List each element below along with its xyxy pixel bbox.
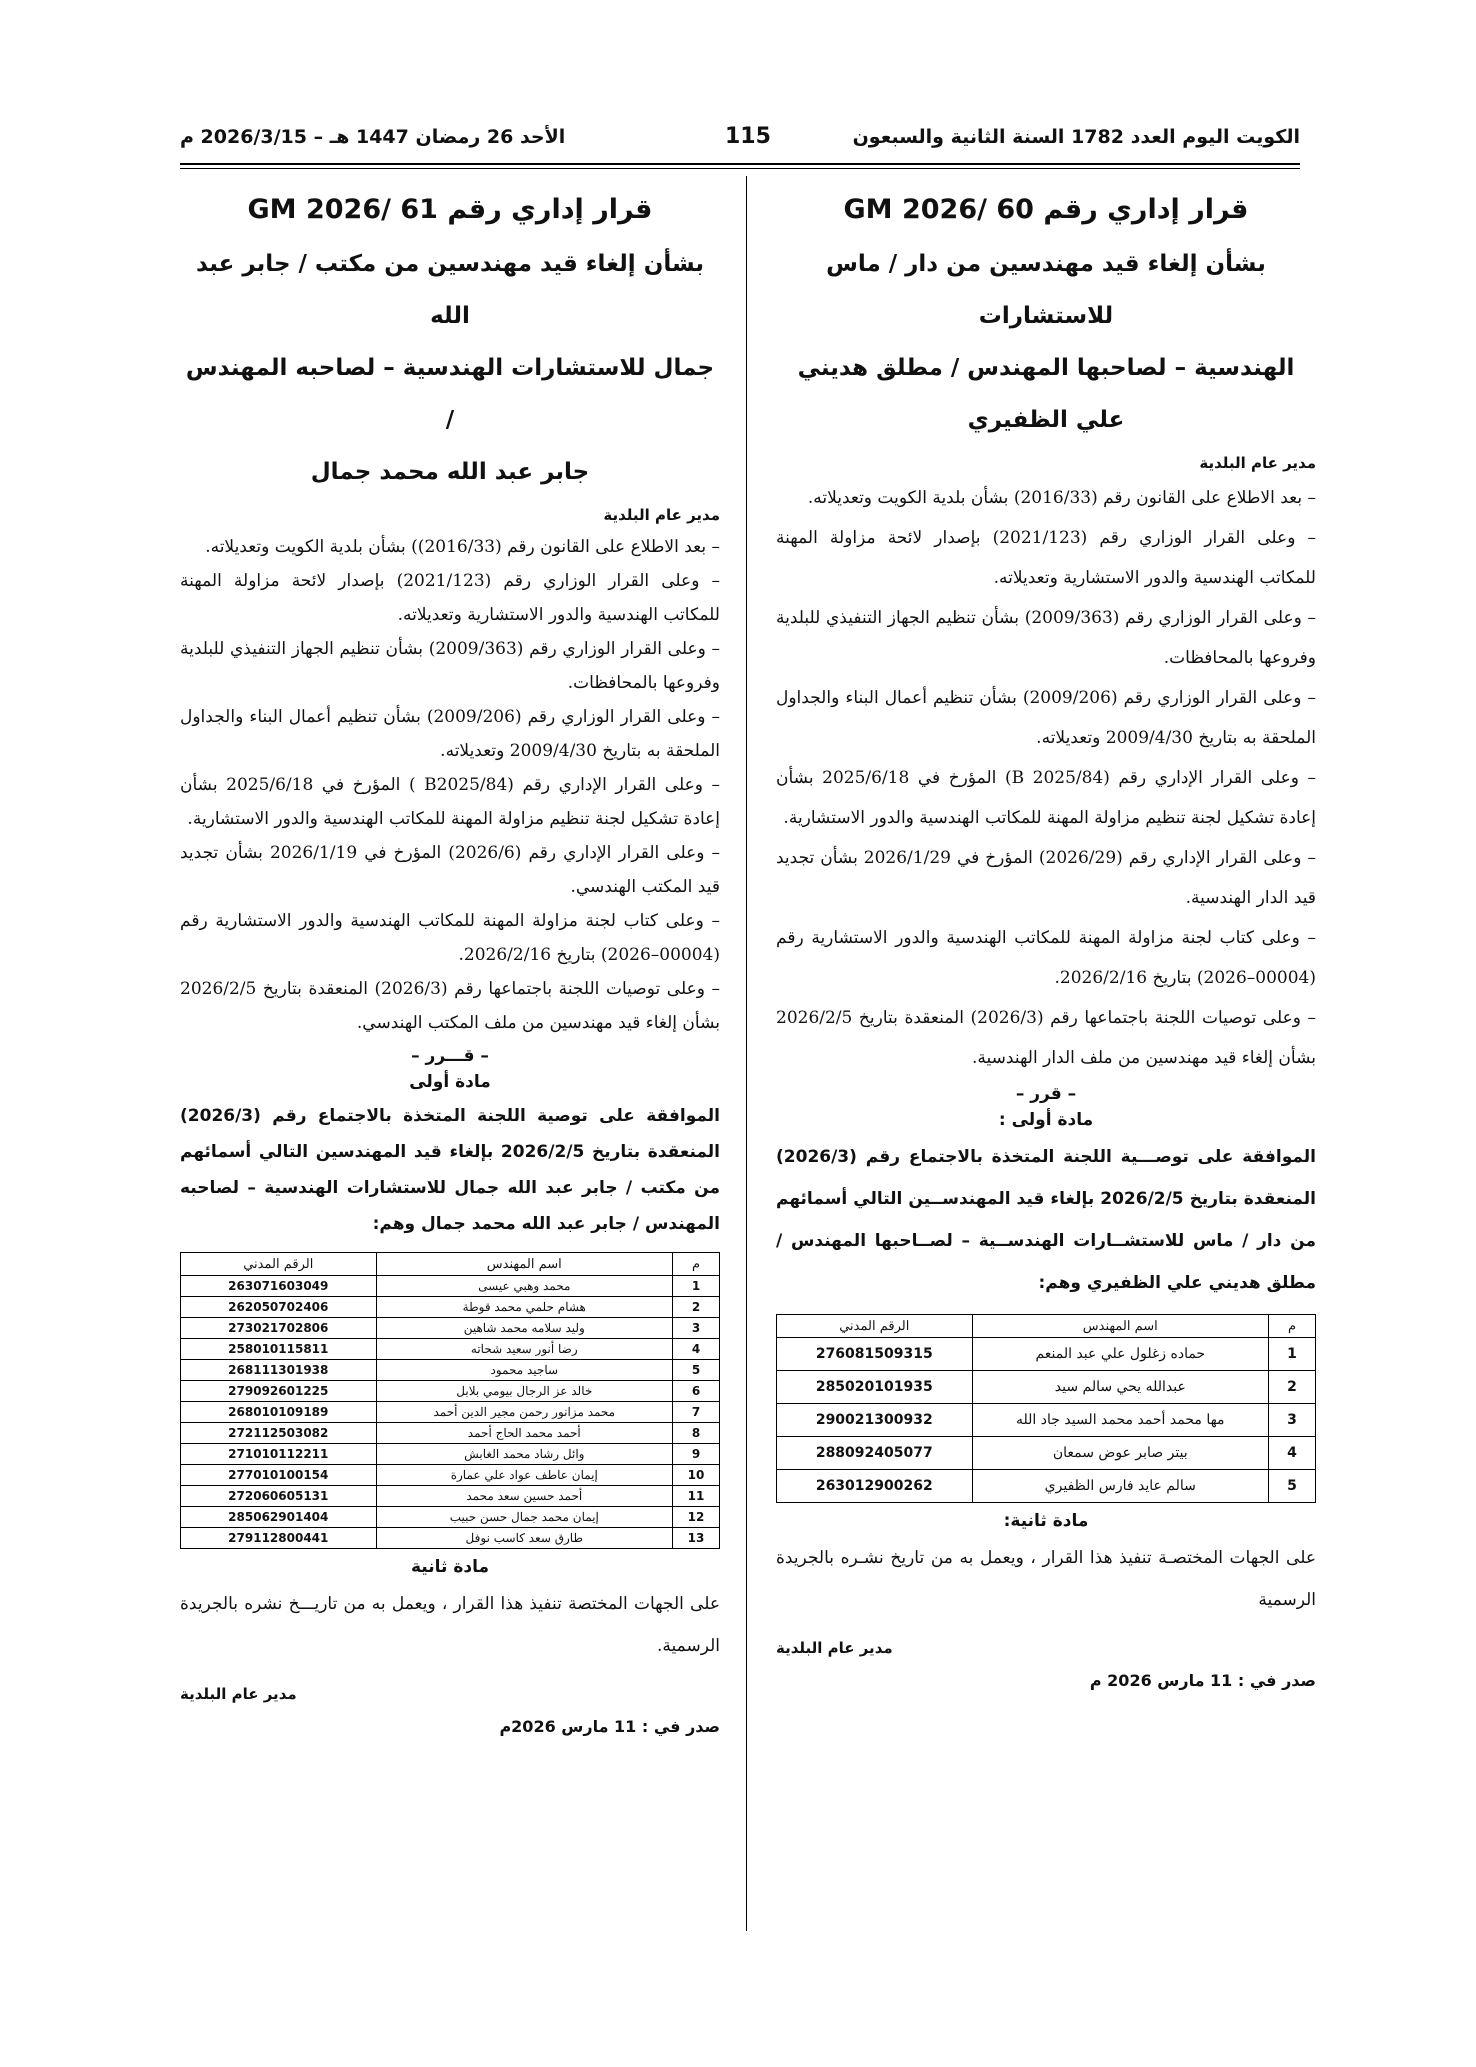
table-row	[181, 1528, 720, 1549]
signature: مدير عام البلدية	[180, 1685, 297, 1703]
engineer-name: رضا أنور سعيد شحاته	[376, 1339, 672, 1360]
row-number: 13	[673, 1528, 720, 1549]
decision-61	[180, 180, 720, 1750]
table-row	[777, 1437, 1316, 1470]
table-row	[181, 1402, 720, 1423]
subject-line: بشأن إلغاء قيد مهندسين من دار / ماس للاستشارات	[826, 251, 1266, 329]
clause: – وعلى القرار الوزاري رقم (2021/123) بإصدار لائحة مزاولة المهنة للمكاتب الهندسية والدور الاستشارية وتعديلاته.	[180, 571, 720, 625]
civil-id: 277010100154	[181, 1465, 377, 1486]
col-header-name: اسم المهندس	[376, 1253, 672, 1276]
col-header-civil-id: الرقم المدني	[777, 1315, 973, 1338]
row-number: 6	[673, 1381, 720, 1402]
table-row	[777, 1338, 1316, 1371]
clause: – وعلى توصيات اللجنة باجتماعها رقم (2026/3) المنعقدة بتاريخ 2026/2/5 بشأن إلغاء قيد مهندسين من ملف الدار الهندسية.	[776, 1008, 1316, 1068]
civil-id: 272060605131	[181, 1486, 377, 1507]
engineer-name: أحمد محمد الحاج أحمد	[376, 1423, 672, 1444]
civil-id: 279092601225	[181, 1381, 377, 1402]
row-number: 3	[673, 1318, 720, 1339]
table-header-row	[181, 1253, 720, 1276]
table-row	[181, 1444, 720, 1465]
engineer-name: مها محمد أحمد محمد السيد جاد الله	[972, 1404, 1268, 1437]
row-number: 4	[1269, 1437, 1316, 1470]
engineer-name: حماده زغلول علي عبد المنعم	[972, 1338, 1268, 1371]
engineer-name: محمد وهبي عيسى	[376, 1276, 672, 1297]
table-row	[181, 1507, 720, 1528]
row-number: 2	[1269, 1371, 1316, 1404]
decision-title: قرار إداري رقم 61 /2026 GM	[247, 194, 653, 225]
engineer-name: محمد مزانور رحمن مجير الدين أحمد	[376, 1402, 672, 1423]
decision-subject	[776, 238, 1316, 446]
decides-heading: – قرر –	[1015, 1084, 1077, 1104]
engineer-name: وائل رشاد محمد الغابش	[376, 1444, 672, 1465]
civil-id: 276081509315	[777, 1338, 973, 1371]
page-header	[180, 126, 1300, 160]
col-header-civil-id: الرقم المدني	[181, 1253, 377, 1276]
article-1-title: مادة أولى	[409, 1072, 491, 1092]
engineer-name: بيتر صابر عوض سمعان	[972, 1437, 1268, 1470]
table-row	[777, 1371, 1316, 1404]
table-row	[777, 1470, 1316, 1503]
table-row	[181, 1276, 720, 1297]
civil-id: 290021300932	[777, 1404, 973, 1437]
civil-id: 268010109189	[181, 1402, 377, 1423]
engineer-name: سالم عايد فارس الظفيري	[972, 1470, 1268, 1503]
issued-date: صدر في : 11 مارس 2026م	[499, 1717, 720, 1736]
engineer-name: عبدالله يحي سالم سيد	[972, 1371, 1268, 1404]
table-row	[777, 1404, 1316, 1437]
decision-60	[776, 180, 1316, 1704]
civil-id: 272112503082	[181, 1423, 377, 1444]
engineer-name: ساجيد محمود	[376, 1360, 672, 1381]
row-number: 1	[673, 1276, 720, 1297]
table-row	[181, 1423, 720, 1444]
civil-id: 285020101935	[777, 1371, 973, 1404]
table-row	[181, 1360, 720, 1381]
row-number: 11	[673, 1486, 720, 1507]
clause: – وعلى القرار الوزاري رقم (2009/363) بشأن تنظيم الجهاز التنفيذي للبلدية وفروعها بالمحافظات.	[776, 608, 1316, 668]
engineers-table	[180, 1252, 720, 1549]
decision-title: قرار إداري رقم 60 /2026 GM	[843, 194, 1249, 225]
clause: – وعلى القرار الإداري رقم (B2025/84 ) المؤرخ في 2025/6/18 بشأن إعادة تشكيل لجنة تنظيم مزاولة المهنة للمكاتب الهندسية والدور الاستشارية.	[180, 775, 721, 829]
article-2-title: مادة ثانية	[411, 1557, 489, 1577]
article-1-text: الموافقة على توصية اللجنة المتخذة بالاجتماع رقم (2026/3) المنعقدة بتاريخ 2026/2/5 بإلغاء قيد المهندسين التالي أسمائهم من مكتب / جابر عبد الله جمال للاستشارات الهندسية – لصاحبه المهندس / جابر عبد الله محمد جمال وهم:	[180, 1106, 720, 1234]
subject-line: بشأن إلغاء قيد مهندسين من مكتب / جابر عبد الله	[195, 251, 705, 329]
row-number: 1	[1269, 1338, 1316, 1371]
col-header-no: م	[1269, 1315, 1316, 1338]
civil-id: 279112800441	[181, 1528, 377, 1549]
article-2-text: على الجهات المختصـة تنفيذ هذا القرار ، ويعمل به من تاريخ نشـره بالجريدة الرسمية	[776, 1548, 1316, 1610]
row-number: 7	[673, 1402, 720, 1423]
engineer-name: طارق سعد كاسب نوفل	[376, 1528, 672, 1549]
table-row	[181, 1381, 720, 1402]
civil-id: 263071603049	[181, 1276, 377, 1297]
header-issue: الكويت اليوم العدد 1782 السنة الثانية والسبعون	[852, 126, 1300, 148]
decides-heading: – قـــرر –	[411, 1046, 489, 1066]
table-row	[181, 1486, 720, 1507]
article-1-title: مادة أولى :	[998, 1110, 1094, 1130]
civil-id: 285062901404	[181, 1507, 377, 1528]
issuer-role: مدير عام البلدية	[1199, 454, 1316, 472]
civil-id: 263012900262	[777, 1470, 973, 1503]
engineer-name: أحمد حسين سعد محمد	[376, 1486, 672, 1507]
civil-id: 273021702806	[181, 1318, 377, 1339]
table-row	[181, 1465, 720, 1486]
decision-subject	[180, 238, 720, 498]
row-number: 5	[1269, 1470, 1316, 1503]
subject-line: الهندسية – لصاحبها المهندس / مطلق هديني علي الظفيري	[797, 355, 1295, 433]
clause: – بعد الاطلاع على القانون رقم (2016/33)) بشأن بلدية الكويت وتعديلاته.	[205, 537, 720, 557]
header-rule	[180, 163, 1300, 165]
row-number: 9	[673, 1444, 720, 1465]
article-2-title: مادة ثانية:	[1003, 1511, 1089, 1531]
preamble-clauses	[180, 530, 720, 1040]
row-number: 4	[673, 1339, 720, 1360]
issuer-role: مدير عام البلدية	[603, 506, 720, 524]
clause: – وعلى القرار الإداري رقم (B 2025/84) المؤرخ في 2025/6/18 بشأن إعادة تشكيل لجنة تنظيم مزاولة المهنة للمكاتب الهندسية والدور الاستشارية.	[776, 768, 1316, 828]
clause: – وعلى كتاب لجنة مزاولة المهنة للمكاتب الهندسية والدور الاستشارية رقم (00004–2026) بتاريخ 2026/2/16.	[776, 928, 1316, 988]
page-number: 115	[725, 124, 771, 149]
article-2-text: على الجهات المختصة تنفيذ هذا القرار ، ويعمل به من تاريـــخ نشره بالجريدة الرسمية.	[180, 1594, 720, 1656]
table-row	[181, 1318, 720, 1339]
clause: – وعلى توصيات اللجنة باجتماعها رقم (2026/3) المنعقدة بتاريخ 2026/2/5 بشأن إلغاء قيد مهندسين من ملف المكتب الهندسي.	[180, 979, 720, 1033]
col-header-name: اسم المهندس	[972, 1315, 1268, 1338]
row-number: 3	[1269, 1404, 1316, 1437]
column-divider	[746, 176, 747, 1931]
civil-id: 262050702406	[181, 1297, 377, 1318]
header-date: الأحد 26 رمضان 1447 هـ – 2026/3/15 م	[180, 126, 566, 148]
engineer-name: خالد عز الرجال بيومي بلابل	[376, 1381, 672, 1402]
engineer-name: إيمان محمد جمال حسن حبيب	[376, 1507, 672, 1528]
engineer-name: إيمان عاطف عواد علي عمارة	[376, 1465, 672, 1486]
col-header-no: م	[673, 1253, 720, 1276]
table-row	[181, 1339, 720, 1360]
engineers-table	[776, 1314, 1316, 1503]
subject-line: جابر عبد الله محمد جمال	[310, 459, 590, 485]
row-number: 2	[673, 1297, 720, 1318]
subject-line: جمال للاستشارات الهندسية – لصاحبه المهندس /	[185, 355, 715, 433]
civil-id: 268111301938	[181, 1360, 377, 1381]
signature: مدير عام البلدية	[776, 1639, 893, 1657]
clause: – وعلى القرار الإداري رقم (2026/6) المؤرخ في 2026/1/19 بشأن تجديد قيد المكتب الهندسي.	[180, 843, 721, 897]
clause: – وعلى القرار الوزاري رقم (2009/363) بشأن تنظيم الجهاز التنفيذي للبلدية وفروعها بالمحافظات.	[180, 639, 720, 693]
article-1-text: الموافقة على توصـــية اللجنة المتخذة بالاجتماع رقم (2026/3) المنعقدة بتاريخ 2026/2/5 بإلغاء قيد المهندســين التالي أسمائهم من دار / ماس للاستشــارات الهندســية – لصــاحبها المهندس / مطلق هديني علي الظفيري وهم:	[776, 1147, 1316, 1293]
engineer-name: وليد سلامه محمد شاهين	[376, 1318, 672, 1339]
clause: – وعلى القرار الإداري رقم (2026/29) المؤرخ في 2026/1/29 بشأن تجديد قيد الدار الهندسية.	[776, 848, 1316, 908]
clause: – وعلى القرار الوزاري رقم (2021/123) بإصدار لائحة مزاولة المهنة للمكاتب الهندسية والدور الاستشارية وتعديلاته.	[776, 528, 1316, 588]
civil-id: 271010112211	[181, 1444, 377, 1465]
header-rule-thin	[180, 168, 1300, 169]
civil-id: 258010115811	[181, 1339, 377, 1360]
row-number: 8	[673, 1423, 720, 1444]
row-number: 10	[673, 1465, 720, 1486]
clause: – وعلى كتاب لجنة مزاولة المهنة للمكاتب الهندسية والدور الاستشارية رقم (00004–2026) بتاريخ 2026/2/16.	[180, 911, 720, 965]
clause: – وعلى القرار الوزاري رقم (2009/206) بشأن تنظيم أعمال البناء والجداول الملحقة به بتاريخ 2009/4/30 وتعديلاته.	[180, 707, 720, 761]
preamble-clauses	[776, 478, 1316, 1078]
table-header-row	[777, 1315, 1316, 1338]
clause: – وعلى القرار الوزاري رقم (2009/206) بشأن تنظيم أعمال البناء والجداول الملحقة به بتاريخ 2009/4/30 وتعديلاته.	[776, 688, 1316, 748]
row-number: 5	[673, 1360, 720, 1381]
engineer-name: هشام حلمي محمد قوطة	[376, 1297, 672, 1318]
table-row	[181, 1297, 720, 1318]
issued-date: صدر في : 11 مارس 2026 م	[1089, 1671, 1316, 1690]
civil-id: 288092405077	[777, 1437, 973, 1470]
clause: – بعد الاطلاع على القانون رقم (2016/33) بشأن بلدية الكويت وتعديلاته.	[807, 488, 1316, 508]
row-number: 12	[673, 1507, 720, 1528]
